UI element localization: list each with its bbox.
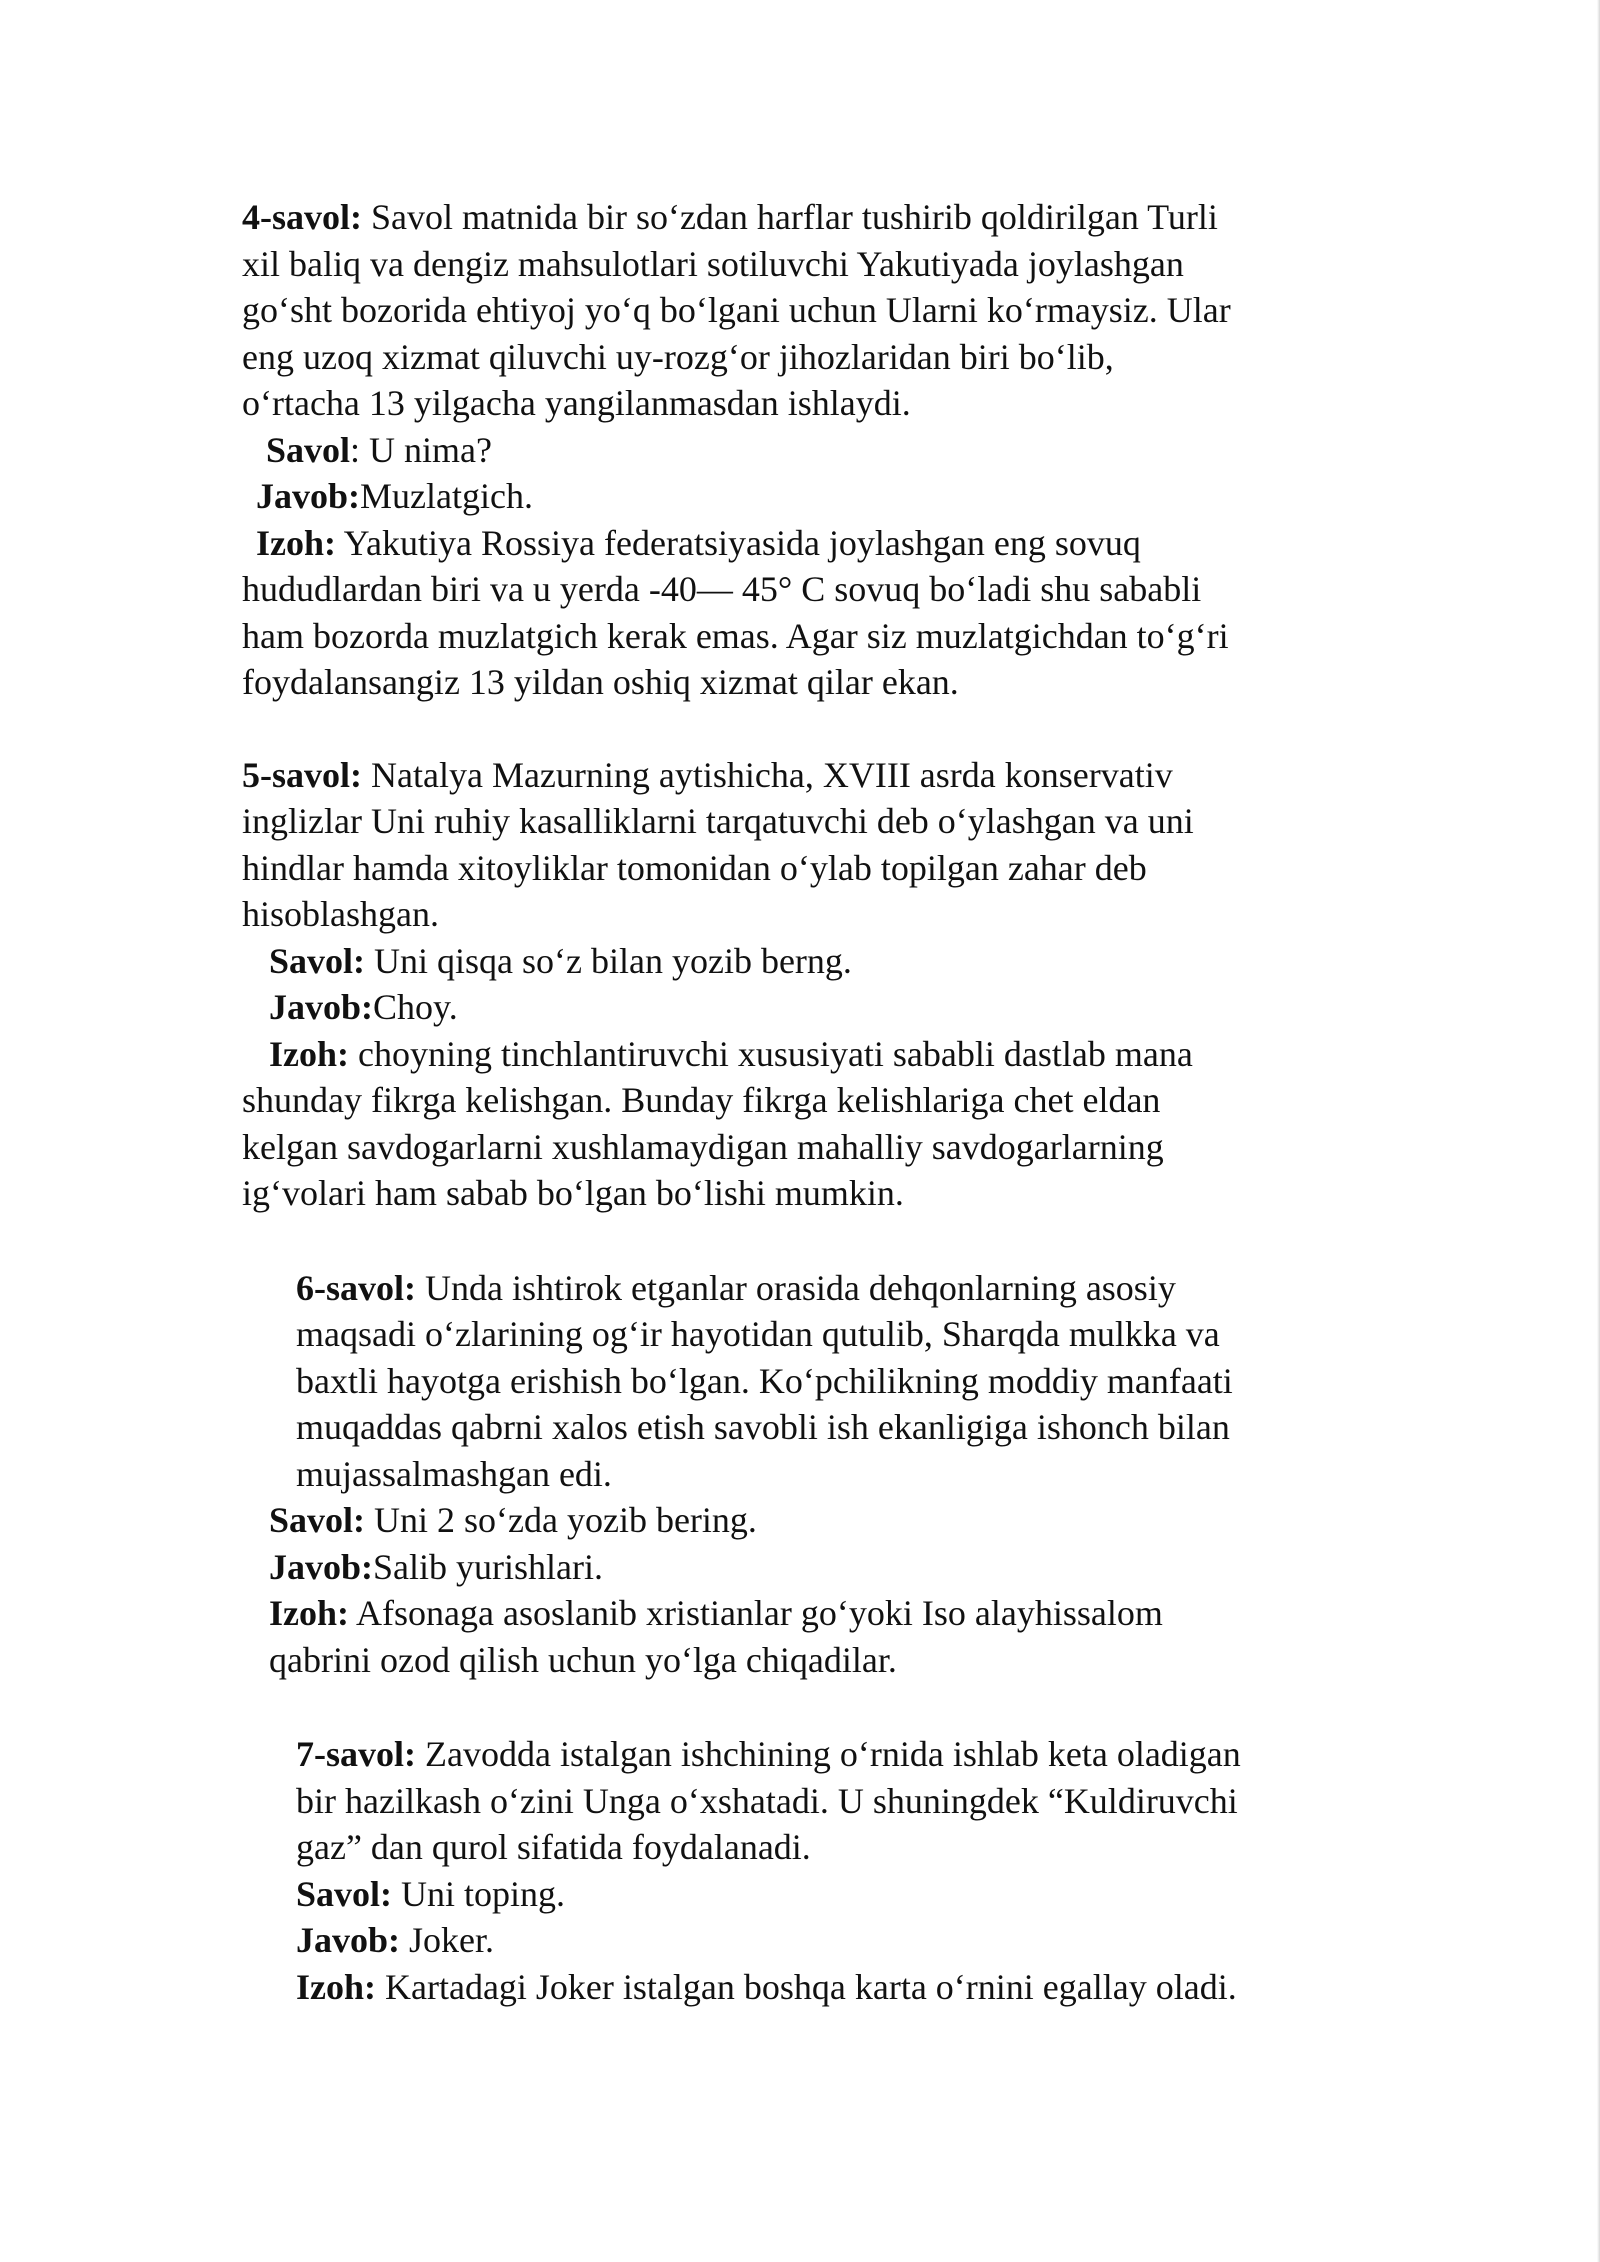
question-4-javob: [242, 473, 1382, 520]
savol-text: Uni toping.: [392, 1873, 566, 1914]
question-6-savol: [269, 1497, 1382, 1544]
question-7: [242, 1731, 1382, 2010]
question-4-text-1: Savol matnida bir so‘zdan harflar tushirib qoldirilgan Turli: [362, 197, 1218, 237]
spacer: [242, 706, 1382, 752]
question-6-line-1: [296, 1265, 1382, 1312]
savol-label: Savol:: [269, 1500, 366, 1540]
javob-text: Salib yurishlari.: [373, 1546, 603, 1587]
question-4-izoh-line-3: ham bozorda muzlatgich kerak emas. Agar siz muzlatgichdan to‘g‘ri: [242, 615, 1229, 656]
question-6-heading: 6-savol:: [296, 1267, 416, 1308]
question-6-line-4: muqaddas qabrni xalos etish savobli ish ekanligiga ishonch bilan: [296, 1407, 1230, 1447]
question-4-izoh-line-4: foydalansangiz 13 yildan oshiq xizmat qilar ekan.: [242, 662, 959, 702]
question-6-text-1: Unda ishtirok etganlar orasida dehqonlarning asosiy: [416, 1267, 1176, 1308]
javob-text: Choy.: [373, 987, 458, 1027]
question-4-line-3: go‘sht bozorida ehtiyoj yo‘q bo‘lgani uchun Ularni ko‘rmaysiz. Ular: [242, 290, 1231, 330]
question-5-izoh-line-4: ig‘volari ham sabab bo‘lgan bo‘lishi mumkin.: [242, 1173, 904, 1213]
question-6-answer: [242, 1497, 1382, 1683]
savol-text: : U nima?: [350, 429, 492, 470]
javob-label: Javob:: [256, 476, 361, 516]
question-6-javob: [269, 1544, 1382, 1591]
question-7-izoh: [296, 1964, 1382, 2011]
izoh-text: Kartadagi Joker istalgan boshqa karta o‘rnini egallay oladi.: [376, 1966, 1237, 2007]
question-5-text-1: Natalya Mazurning aytishicha, XVIII asrda konservativ: [362, 754, 1173, 795]
spacer: [242, 1683, 1382, 1731]
question-5-savol: [242, 938, 1382, 985]
question-7-line-1: [296, 1731, 1382, 1778]
question-6-body: [242, 1265, 1382, 1498]
question-4-line-1: [242, 194, 1382, 241]
javob-label: Javob:: [296, 1920, 401, 1960]
question-4-line-4: eng uzoq xizmat qiluvchi uy-rozg‘or jihozlaridan biri bo‘lib,: [242, 336, 1114, 377]
question-5-line-4: hisoblashgan.: [242, 894, 439, 934]
savol-label: Savol: [266, 429, 351, 470]
question-6-izoh-line-2: qabrini ozod qilish uchun yo‘lga chiqadilar.: [269, 1639, 897, 1680]
question-7-line-3: gaz” dan qurol sifatida foydalanadi.: [296, 1827, 811, 1867]
question-5-line-2: inglizlar Uni ruhiy kasalliklarni tarqatuvchi deb o‘ylashgan va uni: [242, 801, 1194, 841]
izoh-label: Izoh:: [296, 1966, 376, 2007]
izoh-label: Izoh:: [269, 1033, 349, 1074]
question-6-line-3: baxtli hayotga erishish bo‘lgan. Ko‘pchilikning moddiy manfaati: [296, 1360, 1233, 1401]
question-5-javob: [242, 984, 1382, 1031]
question-6-izoh-line-1: [269, 1590, 1382, 1637]
question-7-line-2: bir hazilkash o‘zini Unga o‘xshatadi. U shuningdek “Kuldiruvchi: [296, 1780, 1238, 1821]
javob-text: Joker.: [400, 1920, 495, 1960]
savol-label: Savol:: [269, 940, 366, 981]
question-6: [242, 1265, 1382, 1684]
document-body: [242, 194, 1382, 2010]
question-5-izoh-line-1: [242, 1031, 1382, 1078]
question-7-text-1: Zavodda istalgan ishchining o‘rnida ishlab keta oladigan: [416, 1734, 1241, 1774]
question-7-javob: [296, 1917, 1382, 1964]
question-7-savol: [296, 1871, 1382, 1918]
javob-label: Javob:: [269, 987, 374, 1027]
question-5-heading: 5-savol:: [242, 754, 362, 795]
question-4-line-5: o‘rtacha 13 yilgacha yangilanmasdan ishlaydi.: [242, 383, 911, 423]
question-4-izoh-line-2: hududlardan biri va u yerda -40— 45° C sovuq bo‘ladi shu sababli: [242, 569, 1202, 609]
question-6-line-2: maqsadi o‘zlarining og‘ir hayotidan qutulib, Sharqda mulkka va: [296, 1314, 1220, 1354]
izoh-text-1: Afsonaga asoslanib xristianlar go‘yoki Iso alayhissalom: [349, 1593, 1163, 1633]
question-4-izoh-line-1: [242, 520, 1382, 567]
question-4-line-2: xil baliq va dengiz mahsulotlari sotiluvchi Yakutiyada joylashgan: [242, 243, 1184, 284]
spacer: [242, 1217, 1382, 1265]
izoh-text-1: choyning tinchlantiruvchi xususiyati sababli dastlab mana: [349, 1033, 1193, 1074]
question-4-heading: 4-savol:: [242, 197, 362, 237]
izoh-label: Izoh:: [269, 1593, 349, 1633]
izoh-label: Izoh:: [256, 522, 336, 563]
javob-label: Javob:: [269, 1546, 374, 1587]
question-5-izoh-line-2: shunday fikrga kelishgan. Bunday fikrga kelishlariga chet eldan: [242, 1080, 1161, 1120]
savol-label: Savol:: [296, 1873, 393, 1914]
izoh-text-1: Yakutiya Rossiya federatsiyasida joylashgan eng sovuq: [336, 522, 1141, 563]
question-5: [242, 752, 1382, 1217]
question-7-heading: 7-savol:: [296, 1734, 416, 1774]
question-4: [242, 194, 1382, 706]
question-5-izoh-line-3: kelgan savdogarlarni xushlamaydigan mahalliy savdogarlarning: [242, 1126, 1164, 1167]
question-5-line-3: hindlar hamda xitoyliklar tomonidan o‘ylab topilgan zahar deb: [242, 847, 1147, 888]
javob-text: Muzlatgich.: [360, 476, 533, 516]
question-5-line-1: [242, 752, 1382, 799]
question-4-savol: [242, 427, 1382, 474]
savol-text: Uni 2 so‘zda yozib bering.: [365, 1500, 757, 1540]
savol-text: Uni qisqa so‘z bilan yozib berng.: [365, 940, 852, 981]
question-6-line-5: mujassalmashgan edi.: [296, 1453, 612, 1494]
